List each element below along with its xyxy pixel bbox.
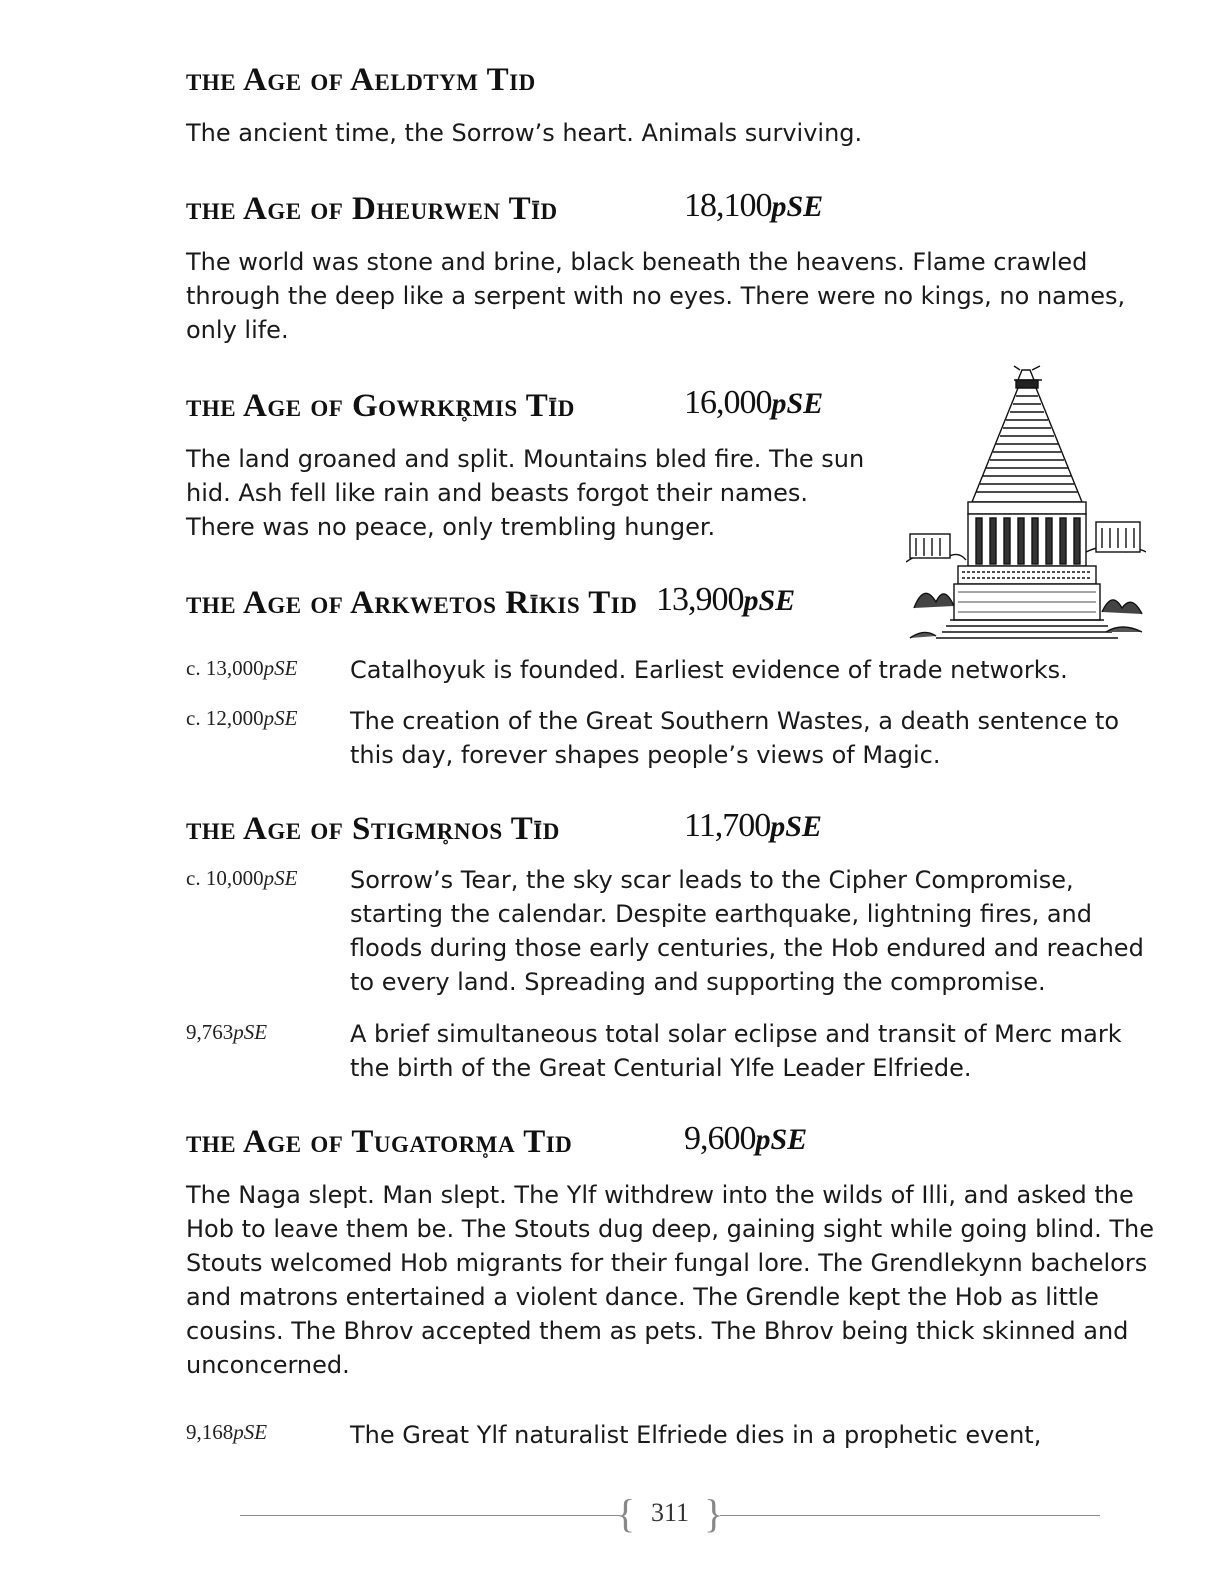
year-unit: pSE (771, 387, 824, 420)
date-unit: pSE (233, 1020, 268, 1044)
date-unit: pSE (263, 656, 298, 680)
section-heading (186, 1120, 808, 1161)
section-year (684, 384, 823, 422)
date-unit: pSE (263, 866, 298, 890)
entry-date (186, 866, 297, 891)
date-value: c. 10,000 (186, 866, 264, 890)
left-brace-icon: { (616, 1491, 636, 1536)
footer-rule-right (720, 1515, 1100, 1516)
date-value: 9,168 (186, 1420, 234, 1444)
right-brace-icon: } (704, 1491, 724, 1536)
entry-date (186, 1020, 267, 1045)
section-heading (186, 187, 824, 228)
entry-text: The Great Ylf naturalist Elfriede dies in a prophetic event, (350, 1421, 1042, 1449)
entry-text: A brief simultaneous total solar eclipse and transit of Merc mark the birth of the Great Centurial Ylfe Leader Elfriede. (350, 1020, 1122, 1082)
section-heading (186, 807, 822, 848)
date-value: 9,763 (186, 1020, 234, 1044)
date-unit: pSE (233, 1420, 268, 1444)
section-year (684, 1120, 807, 1158)
year-unit: pSE (743, 584, 796, 617)
entry-date (186, 1420, 267, 1445)
text-line: There was no peace, only trembling hunger. (186, 513, 716, 541)
year-value: 18,100 (684, 187, 772, 224)
mausoleum-engraving-icon (906, 362, 1146, 644)
entry-date (186, 656, 297, 681)
section-text: The Naga slept. Man slept. The Ylf withdrew into the wilds of Illi, and asked the Hob to leave them be. The Stouts dug deep, gaining sight while going blind. The Stouts welcomed Hob migrants for their fungal lore. The Grendlekynn bachelors and matrons entertained a violent dance. The Grendle kept the Hob as little cousins. The Bhrov accepted them as pets. The Bhrov being thick skinned and unconcerned. (186, 1181, 1154, 1379)
section-heading (186, 581, 796, 622)
date-unit: pSE (263, 706, 298, 730)
section-text: The world was stone and brine, black beneath the heavens. Flame crawled through the deep like a serpent with no eyes. There were no kings, no names, only life. (186, 248, 1126, 344)
section-year (684, 187, 823, 225)
year-unit: pSE (755, 1123, 808, 1156)
entry-text: Catalhoyuk is founded. Earliest evidence of trade networks. (350, 656, 1068, 684)
page-number: 311 (650, 1498, 690, 1527)
section-text: The ancient time, the Sorrow’s heart. Animals surviving. (186, 119, 863, 147)
year-unit: pSE (771, 190, 824, 223)
section-year (656, 581, 795, 619)
section-heading (186, 384, 824, 425)
section-title: the Age of Stigmr̥nos Tīd (186, 811, 560, 847)
entry-text: Sorrow’s Tear, the sky scar leads to the Cipher Compromise, starting the calendar. Despite earthquake, lightning fires, and floods during those early centuries, the Hob endured and reached to every land. Spreading and supporting the compromise. (350, 866, 1144, 996)
year-value: 11,700 (684, 807, 771, 844)
year-value: 9,600 (684, 1120, 756, 1157)
footer-rule-left (240, 1515, 620, 1516)
section-text (186, 442, 886, 544)
section-title: the Age of Dheurwen Tīd (186, 191, 558, 227)
date-value: c. 12,000 (186, 706, 264, 730)
section-title: the Age of Aeldtym Tid (186, 62, 536, 98)
section-year (684, 807, 822, 845)
section-title: the Age of Arkwetos Rīkis Tid (186, 585, 638, 621)
section-heading (186, 62, 536, 99)
text-line: hid. Ash fell like rain and beasts forgot their names. (186, 479, 808, 507)
date-value: c. 13,000 (186, 656, 264, 680)
year-unit: pSE (770, 810, 822, 843)
section-title: the Age of Tugatorm̥a Tid (186, 1124, 573, 1160)
year-value: 13,900 (656, 581, 744, 618)
section-title: the Age of Gowrkr̥mis Tīd (186, 388, 575, 424)
entry-date (186, 706, 297, 731)
year-value: 16,000 (684, 384, 772, 421)
text-line: The land groaned and split. Mountains bled fire. The sun (186, 445, 865, 473)
entry-text: The creation of the Great Southern Wastes, a death sentence to this day, forever shapes people’s views of Magic. (350, 707, 1120, 769)
